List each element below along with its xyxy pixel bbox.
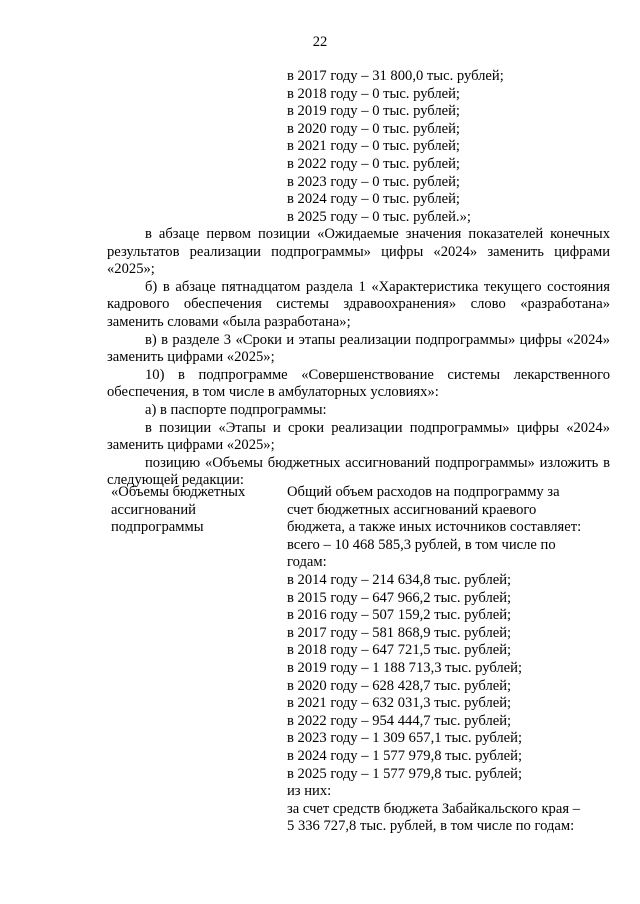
paragraph: 10) в подпрограмме «Совершенствование системы лекарственного обеспечения, в том числе в амбулаторных условиях»: [107, 366, 610, 401]
paragraph: в позиции «Этапы и сроки реализации подпрограммы» цифры «2024» заменить цифрами «2025»; [107, 419, 610, 454]
year-line: в 2020 году – 628 428,7 тыс. рублей; [287, 677, 512, 694]
list-item: в 2022 году – 0 тыс. рублей; [287, 155, 460, 172]
table-left-cell [111, 484, 281, 537]
year-line: в 2018 году – 647 721,5 тыс. рублей; [287, 642, 512, 659]
left-cell-line: подпрограммы [111, 519, 204, 536]
list-item: в 2019 году – 0 тыс. рублей; [287, 103, 460, 120]
year-line: в 2023 году – 1 309 657,1 тыс. рублей; [287, 730, 523, 747]
left-cell-line: «Объемы бюджетных [111, 484, 246, 500]
paragraph: б) в абзаце пятнадцатом раздела 1 «Характеристика текущего состояния кадрового обеспечения системы здравоохранения» слово «разработана» заменить словами «была разработана»; [107, 278, 610, 330]
list-item: в 2023 году – 0 тыс. рублей; [287, 173, 460, 190]
intro-line: всего – 10 468 585,3 рублей, в том числе по [287, 536, 556, 553]
intro-line: бюджета, а также иных источников составляет: [287, 519, 582, 536]
year-line: в 2016 году – 507 159,2 тыс. рублей; [287, 607, 512, 624]
list-item: в 2020 году – 0 тыс. рублей; [287, 120, 460, 137]
list-item: в 2025 году – 0 тыс. рублей.»; [287, 208, 471, 225]
list-item: в 2021 году – 0 тыс. рублей; [287, 138, 460, 155]
outro-line: за счет средств бюджета Забайкальского края – [287, 800, 580, 817]
paragraph: в) в разделе 3 «Сроки и этапы реализации подпрограммы» цифры «2024» заменить цифрами «2025»; [107, 331, 610, 366]
amendment-paragraphs [107, 226, 610, 490]
year-line: в 2017 году – 581 868,9 тыс. рублей; [287, 624, 512, 641]
funding-by-year-list [287, 68, 617, 226]
paragraph: а) в паспорте подпрограммы: [145, 401, 327, 418]
list-item: в 2017 году – 31 800,0 тыс. рублей; [287, 68, 504, 84]
year-line: в 2025 году – 1 577 979,8 тыс. рублей; [287, 765, 523, 782]
left-cell-line: ассигнований [111, 501, 196, 518]
paragraph: в абзаце первом позиции «Ожидаемые значения показателей конечных результатов реализации подпрограммы» цифры «2024» заменить цифрами «2025»; [107, 226, 610, 278]
list-item: в 2024 году – 0 тыс. рублей; [287, 191, 460, 208]
intro-line: годам: [287, 554, 327, 571]
year-line: в 2014 году – 214 634,8 тыс. рублей; [287, 571, 512, 588]
outro-line: 5 336 727,8 тыс. рублей, в том числе по годам: [287, 818, 575, 835]
year-line: в 2019 году – 1 188 713,3 тыс. рублей; [287, 659, 523, 676]
list-item: в 2018 году – 0 тыс. рублей; [287, 85, 460, 102]
year-line: в 2015 году – 647 966,2 тыс. рублей; [287, 589, 512, 606]
year-line: в 2022 году – 954 444,7 тыс. рублей; [287, 712, 512, 729]
year-line: в 2024 году – 1 577 979,8 тыс. рублей; [287, 747, 523, 764]
paragraph: позицию «Объемы бюджетных ассигнований подпрограммы» изложить в следующей редакции: [107, 454, 610, 489]
page-number: 22 [312, 34, 328, 50]
intro-line: счет бюджетных ассигнований краевого [287, 501, 537, 518]
outro-line: из них: [287, 783, 332, 800]
year-line: в 2021 году – 632 031,3 тыс. рублей; [287, 695, 512, 712]
table-right-cell [287, 484, 612, 836]
intro-line: Общий объем расходов на подпрограмму за [287, 484, 560, 500]
